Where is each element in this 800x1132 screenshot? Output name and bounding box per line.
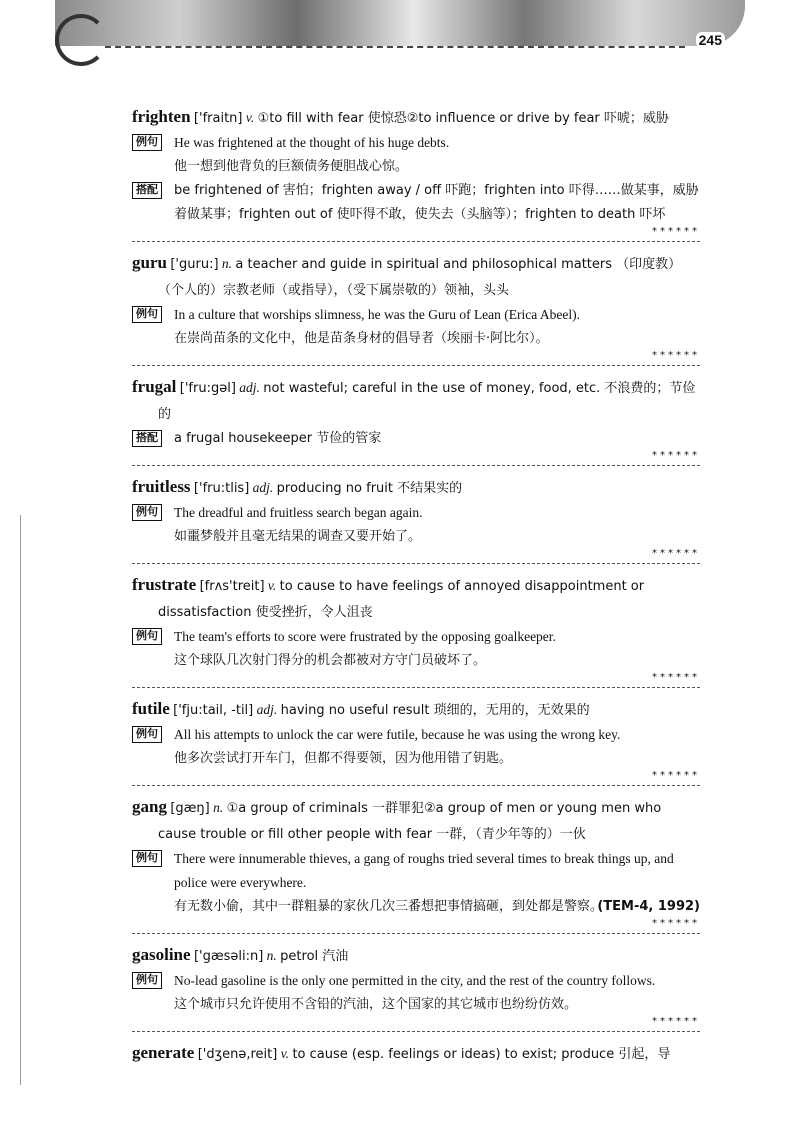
example-badge: 例句 — [132, 134, 162, 151]
example-chinese — [174, 895, 700, 919]
separator-stars: ****** — [652, 672, 700, 683]
entry-definition-line — [132, 572, 700, 625]
collocation-block — [132, 179, 700, 227]
entry-separator — [132, 350, 700, 366]
definition: not wasteful; careful in the use of money, food, etc. 不浪费的；节俭的 — [158, 381, 696, 422]
example-badge: 例句 — [132, 972, 162, 989]
definition: having no useful result 琐细的，无用的，无效果的 — [280, 703, 590, 718]
example-block — [132, 303, 700, 351]
part-of-speech: v. — [280, 1046, 290, 1061]
separator-stars: ****** — [652, 548, 700, 559]
entry-separator — [132, 450, 700, 466]
entry-definition-line — [132, 250, 700, 303]
example-block — [132, 847, 700, 919]
example-chinese-text: 有无数小偷，其中一群粗暴的家伙几次三番想把事情搞砸，到处都是警察。 — [174, 899, 604, 914]
definition: to cause (esp. feelings or ideas) to exist; produce 引起，导 — [292, 1047, 671, 1062]
separator-stars: ****** — [652, 918, 700, 929]
entry-separator — [132, 226, 700, 242]
definition: producing no fruit 不结果实的 — [276, 481, 463, 496]
example-chinese — [174, 747, 700, 771]
example-block — [132, 501, 700, 549]
part-of-speech: v. — [267, 578, 277, 593]
dictionary-entry — [132, 794, 700, 934]
example-english: All his attempts to unlock the car were futile, because he was using the wrong key. — [174, 727, 621, 742]
collocation-badge: 搭配 — [132, 430, 162, 447]
separator-stars: ****** — [652, 350, 700, 361]
entry-definition-line — [132, 374, 700, 427]
example-chinese-text: 这个城市只允许使用不含铅的汽油，这个国家的其它城市也纷纷仿效。 — [174, 997, 578, 1012]
entry-separator — [132, 548, 700, 564]
part-of-speech: n. — [266, 948, 277, 963]
collocation-text: a frugal housekeeper 节俭的管家 — [174, 431, 382, 446]
page-number: 245 — [696, 32, 725, 48]
headword: futile — [132, 699, 170, 718]
headword: generate — [132, 1043, 195, 1062]
definition: a teacher and guide in spiritual and philosophical matters （印度教）（个人的）宗教老师（或指导），（受下属崇敬的）领袖，头头 — [158, 257, 682, 298]
example-chinese-text: 如噩梦般并且毫无结果的调查又要开始了。 — [174, 529, 422, 544]
example-chinese-text: 他多次尝试打开车门，但都不得要领，因为他用错了钥匙。 — [174, 751, 513, 766]
pronunciation: [gæŋ] — [170, 801, 210, 816]
exam-source-tag: (TEM-4, 1992) — [597, 899, 700, 914]
entry-definition-line — [132, 474, 700, 501]
headword: gang — [132, 797, 167, 816]
pronunciation: ['fju:tail, -til] — [173, 703, 254, 718]
entry-definition-line — [132, 942, 700, 969]
headword: frighten — [132, 107, 191, 126]
part-of-speech: v. — [245, 110, 255, 125]
dictionary-entries — [132, 104, 700, 1073]
dictionary-entry — [132, 474, 700, 564]
example-english: In a culture that worships slimness, he was the Guru of Lean (Erica Abeel). — [174, 307, 581, 322]
margin-line — [20, 515, 21, 1085]
example-chinese-text: 在崇尚苗条的文化中，他是苗条身材的倡导者（埃丽卡·阿比尔）。 — [174, 331, 549, 346]
example-block — [132, 723, 700, 771]
part-of-speech: adj. — [252, 480, 274, 495]
dictionary-entry — [132, 374, 700, 466]
example-english: There were innumerable thieves, a gang of roughs tried several times to break things up, and police were everywhere. — [174, 851, 674, 890]
headword: frugal — [132, 377, 177, 396]
headword: fruitless — [132, 477, 191, 496]
example-badge: 例句 — [132, 504, 162, 521]
pronunciation: ['guru:] — [170, 257, 219, 272]
separator-stars: ****** — [652, 1016, 700, 1027]
entry-definition-line — [132, 104, 700, 131]
part-of-speech: adj. — [256, 702, 278, 717]
pronunciation: ['dʒenə,reit] — [197, 1047, 278, 1062]
dictionary-entry — [132, 572, 700, 688]
entry-separator — [132, 918, 700, 934]
definition: ①to fill with fear 使惊恐②to influence or drive by fear 吓唬；威胁 — [257, 111, 669, 126]
example-chinese — [174, 993, 700, 1017]
example-english: The team's efforts to score were frustrated by the opposing goalkeeper. — [174, 629, 556, 644]
definition: petrol 汽油 — [280, 949, 349, 964]
swirl-ornament-icon — [55, 14, 107, 66]
dictionary-entry — [132, 104, 700, 242]
entry-separator — [132, 1016, 700, 1032]
example-chinese — [174, 155, 700, 179]
dictionary-entry — [132, 250, 700, 366]
collocation-block — [132, 427, 700, 451]
dictionary-entry — [132, 1040, 700, 1067]
definition: to cause to have feelings of annoyed disappointment or dissatisfaction 使受挫折，令人沮丧 — [158, 579, 645, 620]
dictionary-entry — [132, 942, 700, 1032]
example-badge: 例句 — [132, 850, 162, 867]
headword: guru — [132, 253, 167, 272]
example-chinese — [174, 525, 700, 549]
example-chinese-text: 他一想到他背负的巨额债务便胆战心惊。 — [174, 159, 409, 174]
pronunciation: ['fru:tlis] — [193, 481, 250, 496]
separator-stars: ****** — [652, 450, 700, 461]
example-block — [132, 131, 700, 179]
page-header — [55, 0, 745, 70]
example-chinese — [174, 327, 700, 351]
example-badge: 例句 — [132, 628, 162, 645]
entry-separator — [132, 770, 700, 786]
headword: gasoline — [132, 945, 191, 964]
dictionary-entry — [132, 696, 700, 786]
entry-definition-line — [132, 696, 700, 723]
entry-separator — [132, 672, 700, 688]
entry-definition-line — [132, 794, 700, 847]
part-of-speech: adj. — [239, 380, 260, 395]
example-chinese — [174, 649, 700, 673]
example-block — [132, 625, 700, 673]
example-english: No-lead gasoline is the only one permitted in the city, and the rest of the country follows. — [174, 973, 656, 988]
separator-stars: ****** — [652, 226, 700, 237]
collocation-badge: 搭配 — [132, 182, 162, 199]
separator-stars: ****** — [652, 770, 700, 781]
definition: ①a group of criminals 一群罪犯②a group of men or young men who cause trouble or fill other people with fear 一群，（青少年等的）一伙 — [158, 801, 662, 842]
entry-definition-line — [132, 1040, 700, 1067]
pronunciation: ['fru:gəl] — [179, 381, 236, 396]
example-badge: 例句 — [132, 306, 162, 323]
example-block — [132, 969, 700, 1017]
example-english: The dreadful and fruitless search began again. — [174, 505, 423, 520]
example-english: He was frightened at the thought of his huge debts. — [174, 135, 450, 150]
pronunciation: [frʌs'treit] — [199, 579, 265, 594]
pronunciation: ['gæsəli:n] — [193, 949, 264, 964]
header-dashed-line — [105, 46, 685, 48]
pronunciation: ['fraitn] — [193, 111, 243, 126]
example-badge: 例句 — [132, 726, 162, 743]
header-decoration — [55, 0, 745, 46]
collocation-text: be frightened of 害怕；frighten away / off 吓跑；frighten into 吓得……做某事，威胁着做某事；frighten out of 使吓得不敢，使失去（头脑等）；frighten to death 吓坏 — [174, 183, 699, 222]
part-of-speech: n. — [213, 800, 224, 815]
headword: frustrate — [132, 575, 197, 594]
example-chinese-text: 这个球队几次射门得分的机会都被对方守门员破坏了。 — [174, 653, 487, 668]
part-of-speech: n. — [221, 256, 233, 271]
